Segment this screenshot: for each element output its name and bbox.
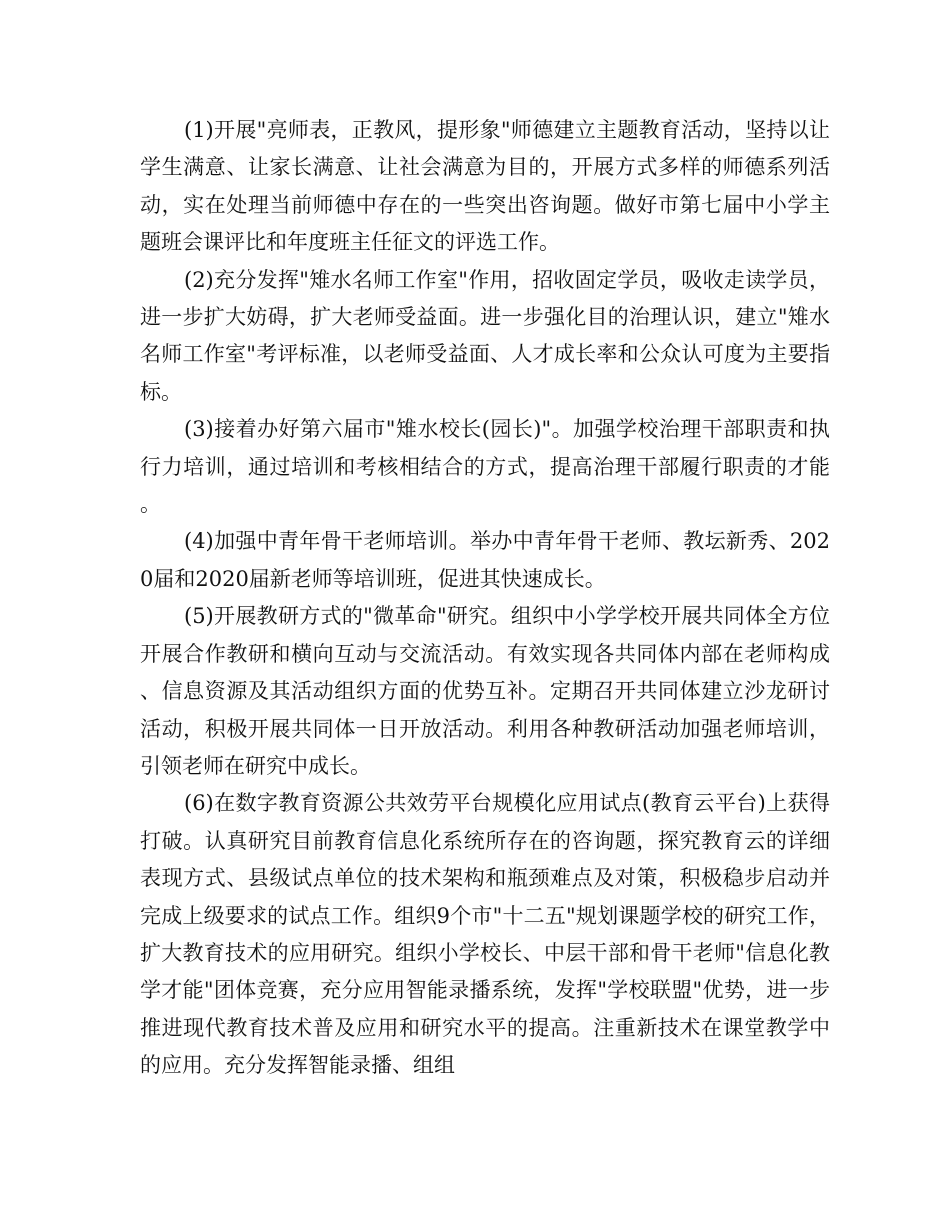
paragraph-1: (1)开展"亮师表，正教风，提形象"师德建立主题教育活动，坚持以让学生满意、让家长满意、让社会满意为目的，开展方式多样的师德系列活动，实在处理当前师德中存在的一些突出咨询题。做好市第七届中小学主题班会课评比和年度班主任征文的评选工作。 — [140, 118, 830, 255]
paragraph-3: (3)接着办好第六届市"雉水校长(园长)"。加强学校治理干部职责和执行力培训，通过培训和考核相结合的方式，提高治理干部履行职责的才能。 — [140, 417, 830, 517]
paragraph-4: (4)加强中青年骨干老师培训。举办中青年骨干老师、教坛新秀、2020届和2020届新老师等培训班，促进其快速成长。 — [140, 529, 830, 591]
document-body — [140, 112, 830, 1085]
paragraph-5: (5)开展教研方式的"微革命"研究。组织中小学学校开展共同体全方位开展合作教研和横向互动与交流活动。有效实现各共同体内部在老师构成、信息资源及其活动组织方面的优势互补。定期召开共同体建立沙龙研讨活动，积极开展共同体一日开放活动。利用各种教研活动加强老师培训，引领老师在研究中成长。 — [140, 604, 830, 778]
paragraph-6: (6)在数字教育资源公共效劳平台规模化应用试点(教育云平台)上获得打破。认真研究目前教育信息化系统所存在的咨询题，探究教育云的详细表现方式、县级试点单位的技术架构和瓶颈难点及对策，积极稳步启动并完成上级要求的试点工作。组织9个市"十二五"规划课题学校的研究工作，扩大教育技术的应用研究。组织小学校长、中层干部和骨干老师"信息化教学才能"团体竞赛，充分应用智能录播系统，发挥"学校联盟"优势，进一步推进现代教育技术普及应用和研究水平的提高。注重新技术在课堂教学中的应用。充分发挥智能录播、组组 — [140, 791, 830, 1078]
paragraph-2: (2)充分发挥"雉水名师工作室"作用，招收固定学员，吸收走读学员，进一步扩大妨碍，扩大老师受益面。进一步强化目的治理认识，建立"雉水名师工作室"考评标准，以老师受益面、人才成长率和公众认可度为主要指标。 — [140, 267, 830, 404]
